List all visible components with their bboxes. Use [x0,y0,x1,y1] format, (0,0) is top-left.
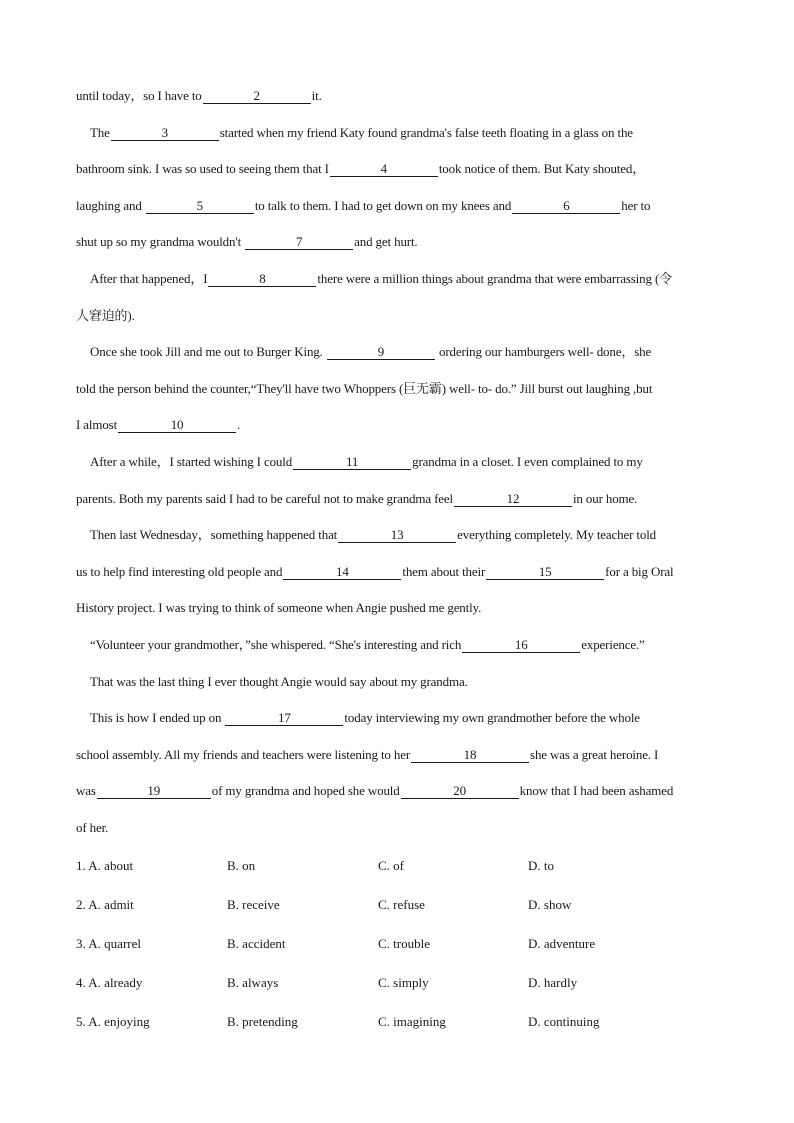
option-a: 1. A. about [76,858,134,874]
answer-blank: 17 [225,710,343,726]
option-b: B. receive [227,897,280,913]
option-row [76,924,726,963]
answer-blank: 15 [486,564,604,580]
answer-blank: 3 [111,125,219,141]
answer-blank: 5 [146,198,254,214]
option-a: 2. A. admit [76,897,134,913]
option-c: C. trouble [378,936,430,952]
answer-blank: 8 [208,271,316,287]
passage-line: of her. [76,819,109,835]
passage-line: 人窘迫的). [76,307,135,323]
passage-line: told the person behind the counter,“They'll have two Whoppers (巨无霸) well- to- do.” Jill burst out laughing ,but [76,380,653,396]
option-row [76,963,726,1002]
passage-line: Then last Wednesday，something happened that 13 everything completely. My teacher told [90,527,657,543]
option-b: B. on [227,858,256,874]
answer-blank: 12 [454,491,572,507]
option-row [76,885,726,924]
answer-options [76,846,726,1041]
option-d: D. to [528,858,554,874]
passage-line: laughing and 5 to talk to them. I had to get down on my knees and 6 her to [76,197,651,213]
answer-blank: 6 [512,198,620,214]
answer-blank: 16 [462,637,580,653]
answer-blank: 9 [327,344,435,360]
answer-blank: 18 [411,747,529,763]
answer-blank: 7 [245,234,353,250]
option-a: 4. A. already [76,975,143,991]
option-c: C. simply [378,975,429,991]
option-b: B. accident [227,936,286,952]
passage [76,78,726,1041]
answer-blank: 2 [203,88,311,104]
passage-line: us to help find interesting old people and 14 them about their 15 for a big Oral [76,563,674,579]
option-d: D. hardly [528,975,578,991]
option-a: 3. A. quarrel [76,936,141,952]
option-b: B. pretending [227,1014,298,1030]
option-b: B. always [227,975,279,991]
option-d: D. adventure [528,936,596,952]
passage-line: “Volunteer your grandmother，”she whispered. “She's interesting and rich 16 experience.” [90,636,645,652]
option-row [76,846,726,885]
passage-line: History project. I was trying to think of someone when Angie pushed me gently. [76,600,482,616]
passage-line: After that happened，I 8 there were a million things about grandma that were embarrassing (令 [90,270,672,286]
option-d: D. show [528,897,572,913]
passage-line: school assembly. All my friends and teachers were listening to her 18 she was a great heroine. I [76,746,659,762]
answer-blank: 4 [330,161,438,177]
option-c: C. refuse [378,897,425,913]
answer-blank: 13 [338,527,456,543]
option-c: C. imagining [378,1014,446,1030]
passage-line: parents. Both my parents said I had to be careful not to make grandma feel 12 in our home. [76,490,638,506]
option-row [76,1002,726,1041]
passage-line: That was the last thing I ever thought Angie would say about my grandma. [90,673,468,689]
answer-blank: 10 [118,417,236,433]
passage-line: Once she took Jill and me out to Burger King. 9 ordering our hamburgers well- done，she [90,344,652,360]
passage-line: I almost 10 . [76,417,241,433]
answer-blank: 11 [293,454,411,470]
passage-line: until today，so I have to 2 it. [76,88,322,103]
option-c: C. of [378,858,404,874]
option-a: 5. A. enjoying [76,1014,150,1030]
answer-blank: 14 [283,564,401,580]
passage-line: The 3 started when my friend Katy found grandma's false teeth floating in a glass on the [90,124,633,140]
answer-blank: 20 [401,783,519,799]
answer-blank: 19 [97,783,211,799]
passage-line: This is how I ended up on 17 today interviewing my own grandmother before the whole [90,710,640,726]
passage-line: shut up so my grandma wouldn't 7 and get hurt. [76,234,418,250]
passage-line: bathroom sink. I was so used to seeing them that I 4 took notice of them. But Katy shouted， [76,161,646,177]
option-d: D. continuing [528,1014,600,1030]
passage-line: After a while，I started wishing I could 11 grandma in a closet. I even complained to my [90,453,643,469]
passage-line: was 19 of my grandma and hoped she would 20 know that I had been ashamed [76,783,674,799]
